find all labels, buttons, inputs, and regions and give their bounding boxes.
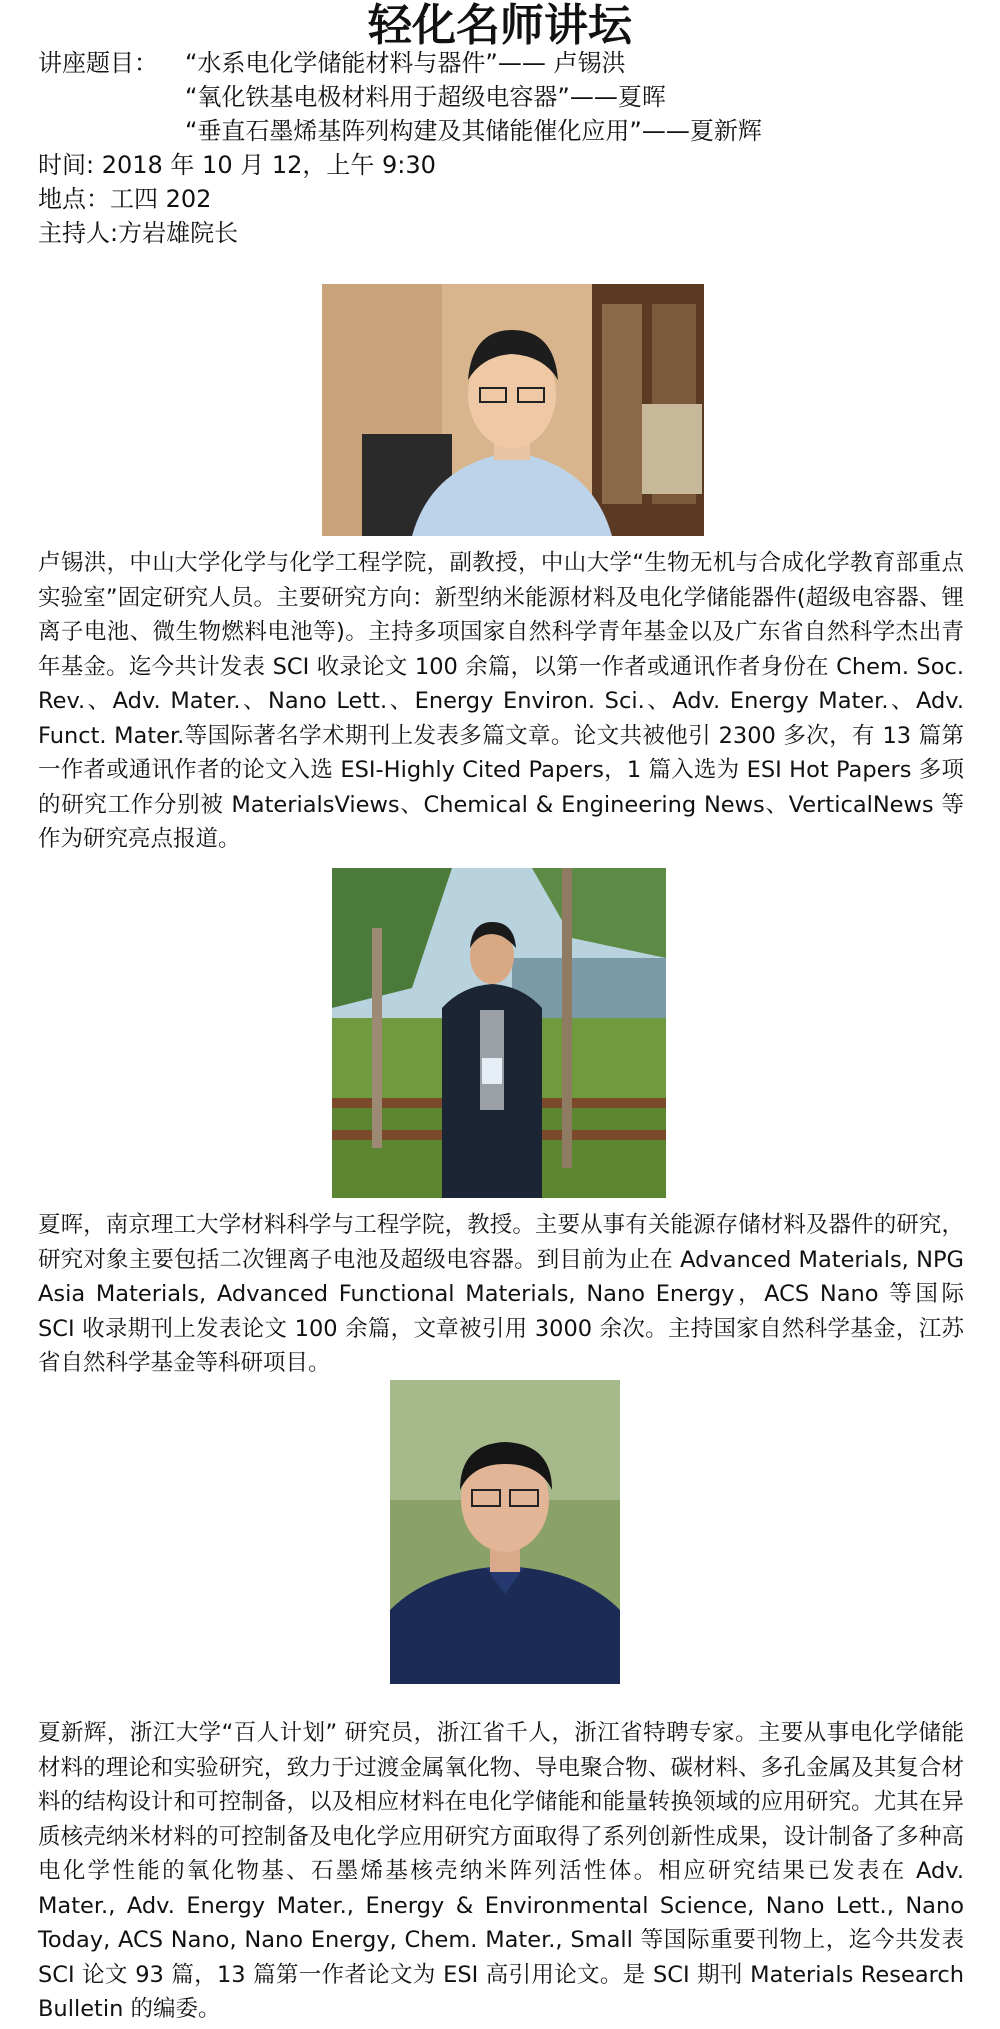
speaker-3-photo xyxy=(390,1380,620,1684)
topic-1: “水系电化学储能材料与器件”—— 卢锡洪 xyxy=(185,49,626,77)
speaker-1-bio: 卢锡洪，中山大学化学与化学工程学院，副教授，中山大学“生物无机与合成化学教育部重点实验室”固定研究人员。主要研究方向：新型纳米能源材料及电化学储能器件(超级电容器、锂离子电池、微生物燃料电池等)。主持多项国家自然科学青年基金以及广东省自然科学杰出青年基金。迄今共计发表 SCI 收录论文 100 余篇，以第一作者或通讯作者身份在 Chem. Soc. Rev.、Adv. Mater.、Nano Lett.、Energy Environ. Sci.、Adv. Energy Mater.、Adv. Funct. Mater.等国际著名学术期刊上发表多篇文章。论文共被他引 2300 多次，有 13 篇第一作者或通讯作者的论文入选 ESI-Highly Cited Papers，1 篇入选为 ESI Hot Papers 多项的研究工作分别被 MaterialsViews、Chemical & Engineering News、VerticalNews 等作为研究亮点报道。 xyxy=(38,550,964,852)
topic-label: 讲座题目： xyxy=(38,49,158,77)
topic-2: “氧化铁基电极材料用于超级电容器”——夏晖 xyxy=(185,83,666,111)
speaker-2-bio: 夏晖，南京理工大学材料科学与工程学院，教授。主要从事有关能源存储材料及器件的研究，研究对象主要包括二次锂离子电池及超级电容器。到目前为止在 Advanced Materials, NPG Asia Materials, Advanced Functional Materials, Nano Energy，ACS Nano 等国际 SCI 收录期刊上发表论文 100 余篇，文章被引用 3000 余次。主持国家自然科学基金，江苏省自然科学基金等科研项目。 xyxy=(38,1212,964,1376)
speaker-3-bio: 夏新辉，浙江大学“百人计划” 研究员，浙江省千人，浙江省特聘专家。主要从事电化学储能材料的理论和实验研究，致力于过渡金属氧化物、导电聚合物、碳材料、多孔金属及其复合材料的结构设计和可控制备，以及相应材料在电化学储能和能量转换领域的应用研究。尤其在异质核壳纳米材料的可控制备及电化学应用研究方面取得了系列创新性成果，设计制备了多种高电化学性能的氧化物基、石墨烯基核壳纳米阵列活性体。相应研究结果已发表在 Adv. Mater., Adv. Energy Mater., Energy & Environmental Science, Nano Lett., Nano Today, ACS Nano, Nano Energy, Chem. Mater., Small 等国际重要刊物上，迄今共发表 SCI 论文 93 篇，13 篇第一作者论文为 ESI 高引用论文。是 SCI 期刊 Materials Research Bulletin 的编委。 xyxy=(38,1720,964,2022)
speaker-1-photo xyxy=(322,284,704,536)
lecture-time: 时间: 2018 年 10 月 12，上午 9:30 xyxy=(38,151,436,179)
lecture-host: 主持人:方岩雄院长 xyxy=(38,219,239,247)
topic-3: “垂直石墨烯基阵列构建及其储能催化应用”——夏新辉 xyxy=(185,117,762,145)
lecture-location: 地点：工四 202 xyxy=(38,185,212,213)
speaker-2-photo xyxy=(332,868,666,1198)
page-title: 轻化名师讲坛 xyxy=(368,0,632,51)
